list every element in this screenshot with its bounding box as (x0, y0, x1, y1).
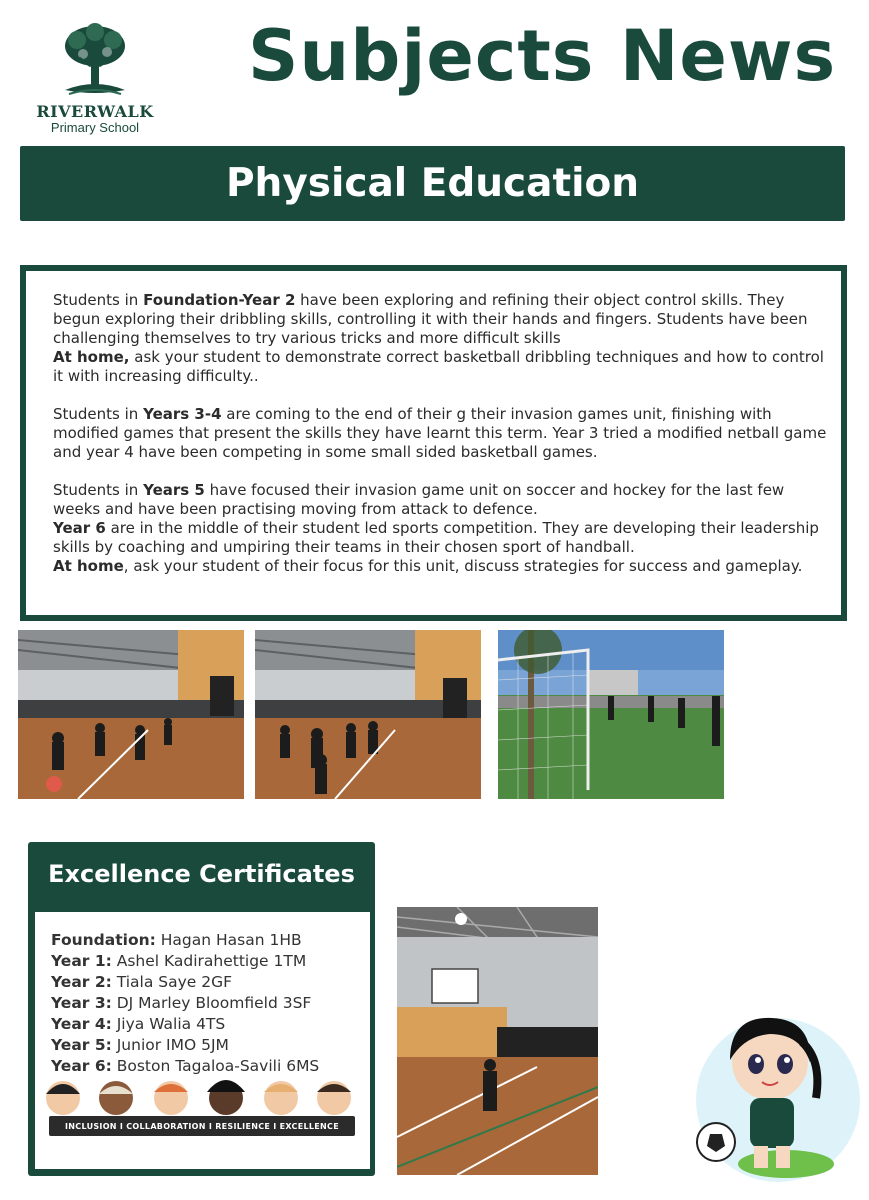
school-logo (24, 22, 166, 142)
certificate-item: Year 5: Junior IMO 5JM (51, 1036, 229, 1054)
certificates-list-box (35, 912, 370, 1169)
certificate-item: Year 6: Boston Tagaloa-Savili 6MS (51, 1057, 320, 1075)
certificate-item: Year 3: DJ Marley Bloomfield 3SF (51, 994, 312, 1012)
gym-photo-1 (18, 630, 244, 799)
tree-icon (55, 22, 135, 100)
article-box (20, 265, 847, 621)
certificate-item: Year 2: Tiala Saye 2GF (51, 973, 233, 991)
outdoor-photo (498, 630, 724, 799)
paragraph-years-5: Students in Years 5 have focused their invasion game unit on soccer and hockey for the last few weeks and have been practising moving from attack to defence. (53, 481, 785, 518)
subject-title: Physical Education (225, 161, 640, 206)
subject-banner (20, 146, 845, 221)
certificate-item: Foundation: Hagan Hasan 1HB (51, 931, 302, 949)
indoor-court-photo (397, 907, 598, 1175)
certificates-list (51, 930, 319, 1077)
school-subtitle: Primary School (50, 120, 140, 135)
gym-photo-2 (255, 630, 481, 799)
school-name: RIVERWALK (36, 102, 154, 121)
article-body (53, 291, 828, 576)
school-values-banner: INCLUSION I COLLABORATION I RESILIENCE I EXCELLENCE (49, 1116, 355, 1136)
paragraph-year-6: Year 6 are in the middle of their student led sports competition. They are developing their leadership skills by coaching and umpiring their teams in their chosen sport of handball. (53, 519, 819, 556)
certificates-title: Excellence Certificates (48, 860, 355, 888)
paragraph-home-1: At home, ask your student to demonstrate correct basketball dribbling techniques and how to control it with increasing difficulty.. (53, 348, 824, 385)
certificate-item: Year 4: Jiya Walia 4TS (51, 1015, 226, 1033)
paragraph-years-3-4: Students in Years 3-4 are coming to the end of their g their invasion games unit, finishing with modified games that present the skills they have learnt this term. Year 3 tried a modified netball game and year 4 have been competing in some small sided basketball games. (53, 405, 827, 461)
paragraph-home-2: At home, ask your student of their focus for this unit, discuss strategies for success and gameplay. (53, 557, 803, 575)
mascot-illustration (690, 1000, 860, 1185)
cartoon-kids-illustration (41, 1072, 361, 1116)
certificates-panel (28, 842, 375, 1176)
page-title: Subjects News (248, 15, 837, 97)
paragraph-foundation: Students in Foundation-Year 2 have been exploring and refining their object control skills. They begun exploring their dribbling skills, controlling it with their hands and fingers. Students have been challenging themselves to try various tricks and more difficult skills (53, 291, 808, 347)
certificate-item: Year 1: Ashel Kadirahettige 1TM (51, 952, 307, 970)
